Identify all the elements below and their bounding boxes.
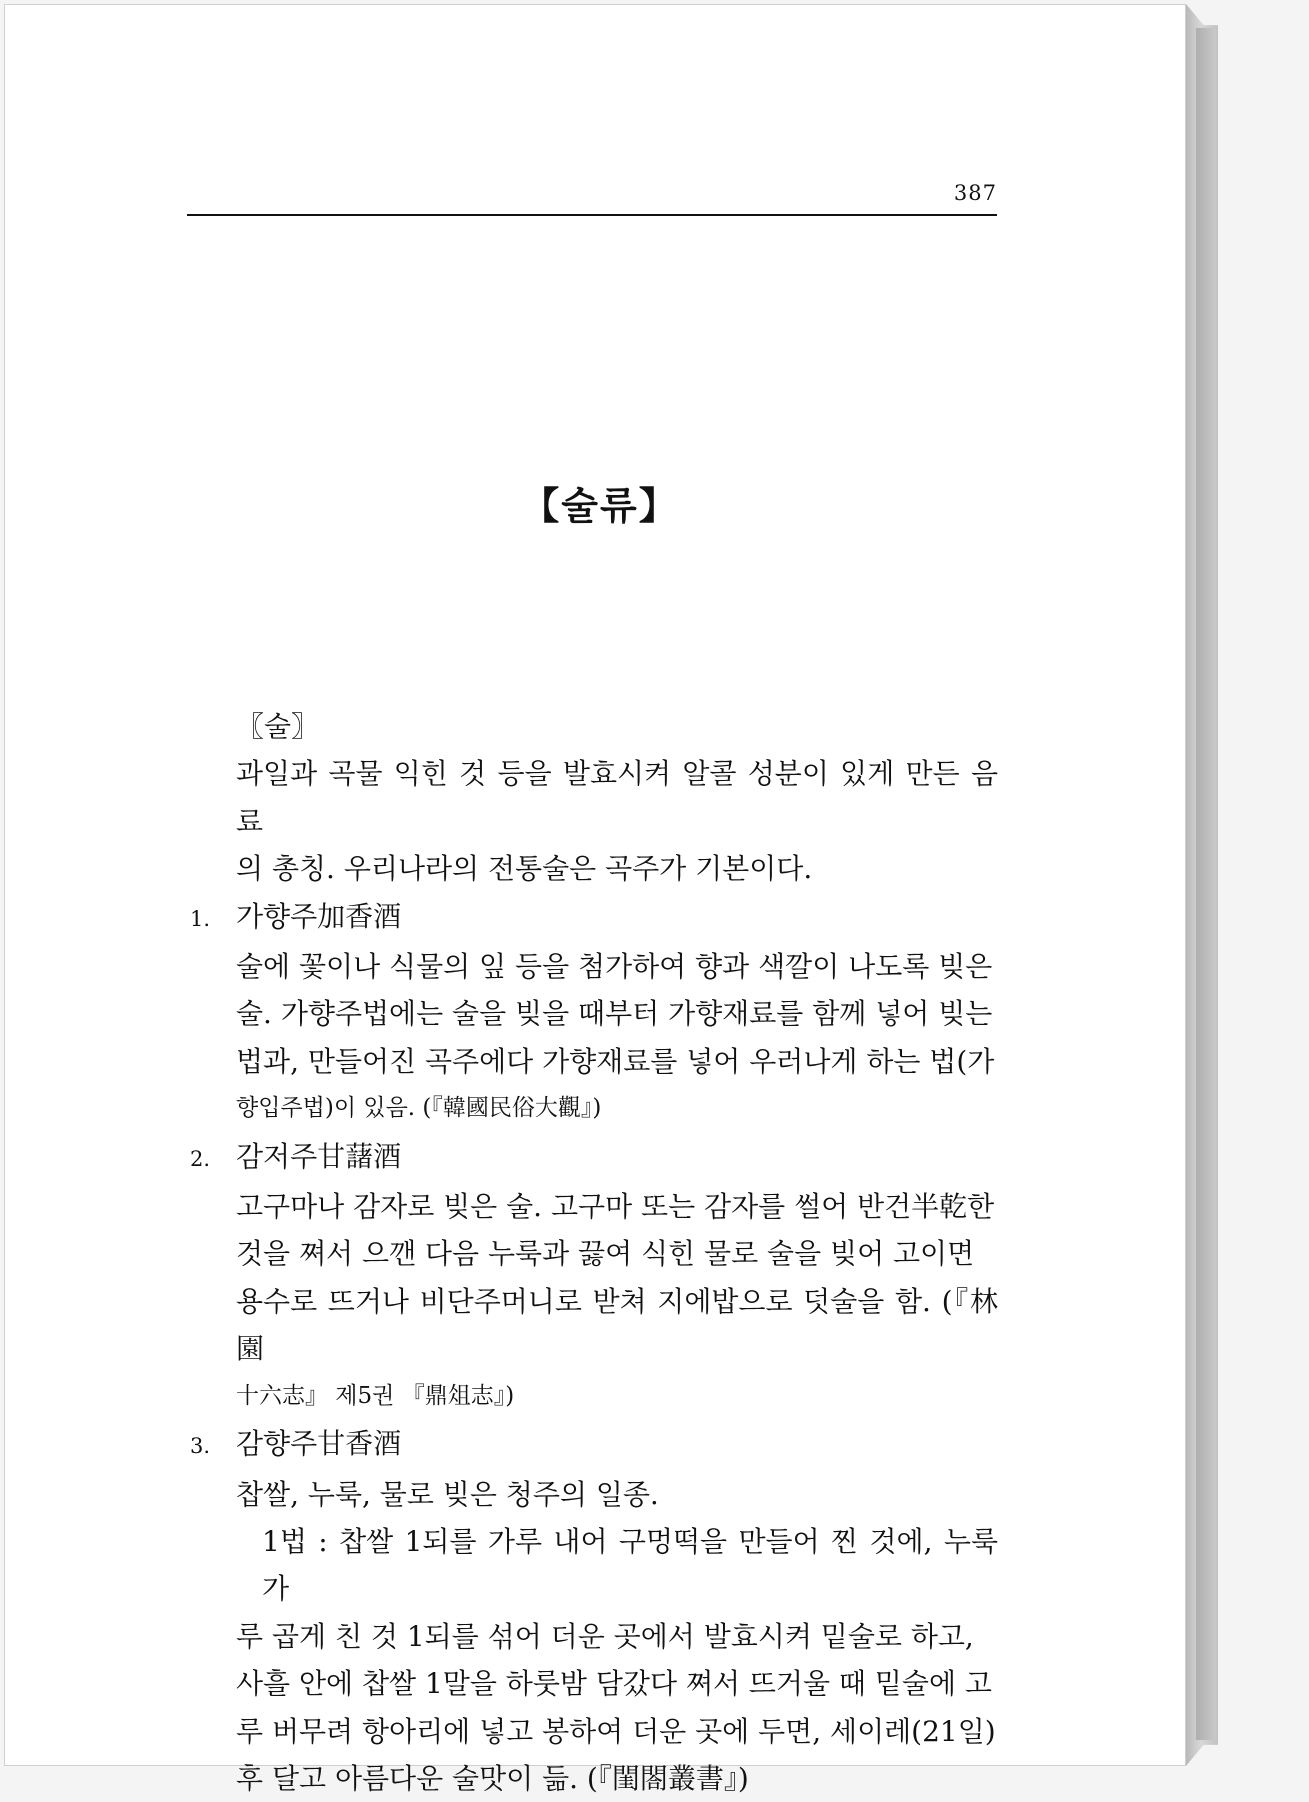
entry-body-line: 술에 꽃이나 식물의 잎 등을 첨가하여 향과 색깔이 나도록 빚은 (236, 950, 993, 984)
entry-body-line: 사흘 안에 찹쌀 1말을 하룻밤 담갔다 쪄서 뜨거울 때 밑술에 고 (236, 1667, 992, 1701)
entry-body-line: 의 총칭. 우리나라의 전통술은 곡주가 기본이다. (236, 852, 813, 886)
entry-title: 감저주甘藷酒 (236, 1139, 402, 1173)
entry-title-row (190, 1420, 998, 1470)
entry-number: 2. (190, 1146, 211, 1171)
entry-body-line: 용수로 뜨거나 비단주머니로 받쳐 지에밥으로 덧술을 함. (『林園 (236, 1284, 998, 1366)
entry-title: 감향주甘香酒 (236, 1427, 402, 1461)
entry-title: 가향주加香酒 (236, 899, 402, 933)
entry-body-line: 찹쌀, 누룩, 물로 빚은 청주의 일종. (236, 1477, 659, 1511)
entry-body-line: 1법 : 찹쌀 1되를 가루 내어 구멍떡을 만들어 찐 것에, 누룩가 (262, 1524, 998, 1606)
entry-body-line: 것을 쪄서 으깬 다음 누룩과 끓여 식힌 물로 술을 빚어 고이면 (236, 1237, 975, 1271)
book-page (4, 4, 1186, 1795)
entry-body-line: 루 곱게 친 것 1되를 섞어 더운 곳에서 발효시켜 밑술로 하고, (236, 1619, 974, 1653)
entry-body-line: 술. 가향주법에는 술을 빚을 때부터 가향재료를 함께 넣어 빚는 (236, 997, 993, 1031)
entry-body-line: 고구마나 감자로 빚은 술. 고구마 또는 감자를 썰어 반건半乾한 (236, 1190, 995, 1224)
entry-title-row (190, 1133, 998, 1183)
entry-heading-sul: 〖술〗 (236, 710, 320, 743)
entry-body-line: 후 달고 아름다운 술맛이 듦. (『閨閤叢書』) (236, 1761, 749, 1795)
content (190, 703, 998, 1802)
entry-title-row (190, 893, 998, 943)
page-number: 387 (953, 181, 997, 205)
page-edge-shadow (1186, 4, 1218, 1766)
entry-body-line: 향입주법)이 있음. (『韓國民俗大觀』) (236, 1095, 602, 1122)
entry-body-line: 十六志』 제5권 『鼎俎志』) (236, 1382, 515, 1409)
entry-body-line: 과일과 곡물 익힌 것 등을 발효시켜 알콜 성분이 있게 만든 음료 (236, 757, 998, 838)
entry-number: 3. (190, 1434, 211, 1459)
header-rule (187, 214, 997, 216)
entry-body-line: 법과, 만들어진 곡주에다 가향재료를 넣어 우러나게 하는 법(가 (236, 1044, 995, 1078)
entry-number: 1. (190, 906, 211, 931)
entry-body-line: 루 버무려 항아리에 넣고 봉하여 더운 곳에 두면, 세이레(21일) (236, 1714, 996, 1748)
section-title: 【술류】 (521, 483, 679, 528)
